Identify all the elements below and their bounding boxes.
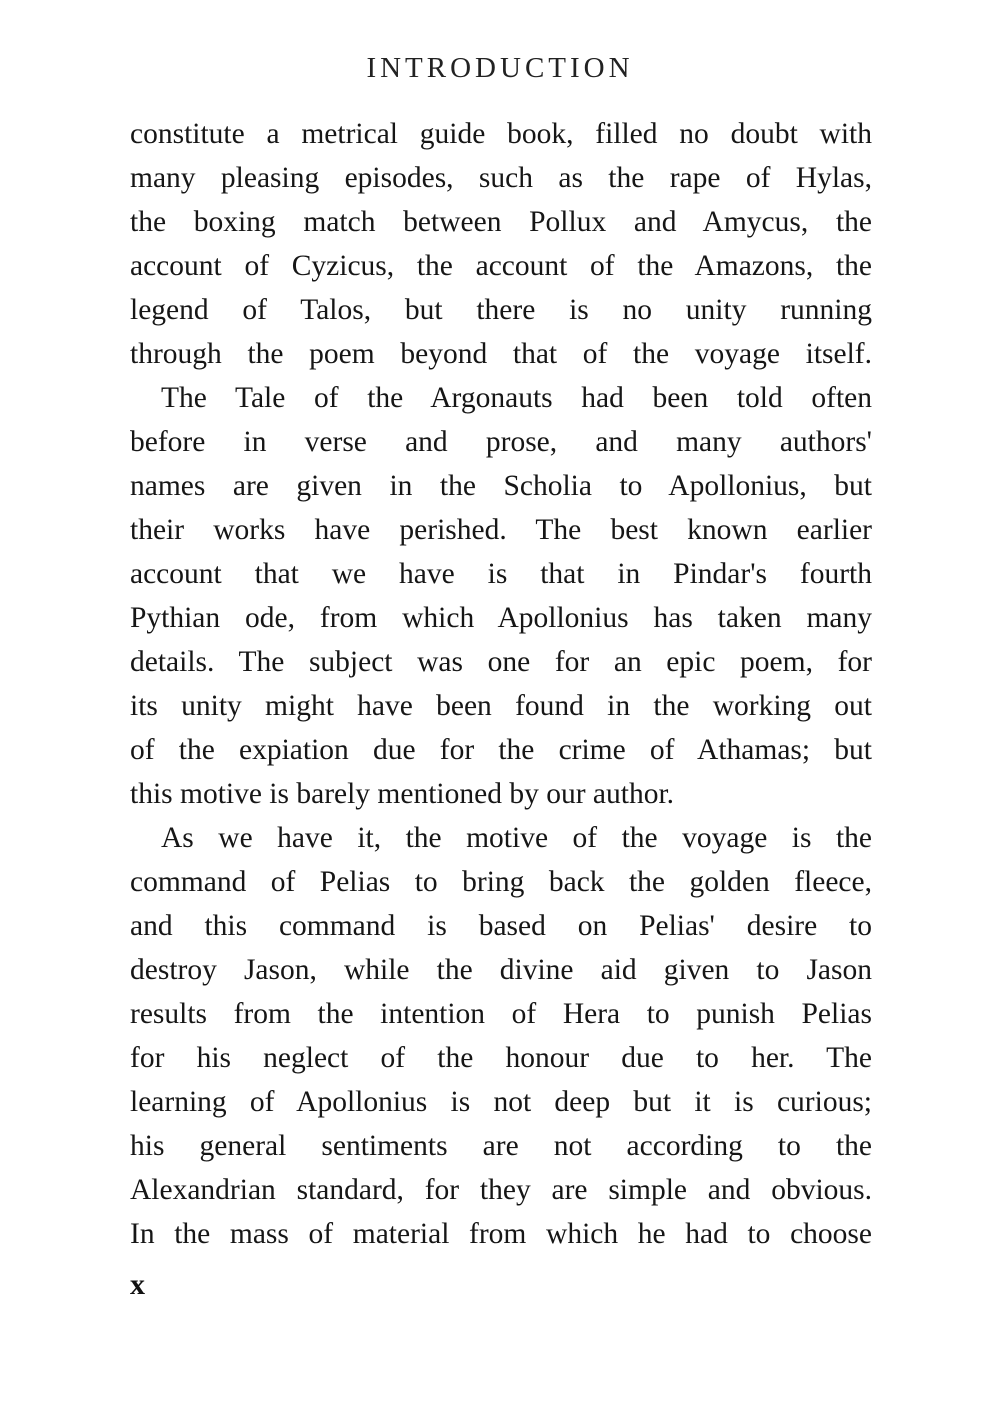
- text-line: before in verse and prose, and many authors': [130, 426, 872, 458]
- text-line: many pleasing episodes, such as the rape of Hylas,: [130, 162, 872, 194]
- text-line: As we have it, the motive of the voyage is the: [161, 822, 872, 854]
- running-head: INTRODUCTION: [366, 52, 634, 84]
- text-line: destroy Jason, while the divine aid given to Jason: [130, 954, 872, 986]
- text-line: their works have perished. The best known earlier: [130, 514, 872, 546]
- text-line: Pythian ode, from which Apollonius has taken many: [130, 602, 872, 634]
- text-line: details. The subject was one for an epic poem, for: [130, 646, 872, 678]
- text-line: command of Pelias to bring back the golden fleece,: [130, 866, 872, 898]
- text-line: for his neglect of the honour due to her. The: [130, 1042, 872, 1074]
- page-number: x: [130, 1268, 145, 1301]
- text-line: of the expiation due for the crime of Athamas; but: [130, 734, 872, 766]
- text-line: account of Cyzicus, the account of the Amazons, the: [130, 250, 872, 282]
- text-line: learning of Apollonius is not deep but it is curious;: [130, 1086, 872, 1118]
- text-line: The Tale of the Argonauts had been told often: [161, 382, 872, 414]
- text-line: names are given in the Scholia to Apollonius, but: [130, 470, 872, 502]
- text-line: its unity might have been found in the working out: [130, 690, 872, 722]
- text-line: this motive is barely mentioned by our author.: [130, 778, 675, 810]
- text-line: constitute a metrical guide book, filled no doubt with: [130, 118, 872, 150]
- text-line: the boxing match between Pollux and Amycus, the: [130, 206, 872, 238]
- text-line: results from the intention of Hera to punish Pelias: [130, 998, 872, 1030]
- text-line: In the mass of material from which he had to choose: [130, 1218, 872, 1250]
- text-line: through the poem beyond that of the voyage itself.: [130, 338, 872, 370]
- text-line: his general sentiments are not according to the: [130, 1130, 872, 1162]
- text-line: legend of Talos, but there is no unity running: [130, 294, 872, 326]
- body-text: [130, 112, 872, 1256]
- text-line: account that we have is that in Pindar's fourth: [130, 558, 872, 590]
- text-line: and this command is based on Pelias' desire to: [130, 910, 872, 942]
- text-line: Alexandrian standard, for they are simple and obvious.: [130, 1174, 872, 1206]
